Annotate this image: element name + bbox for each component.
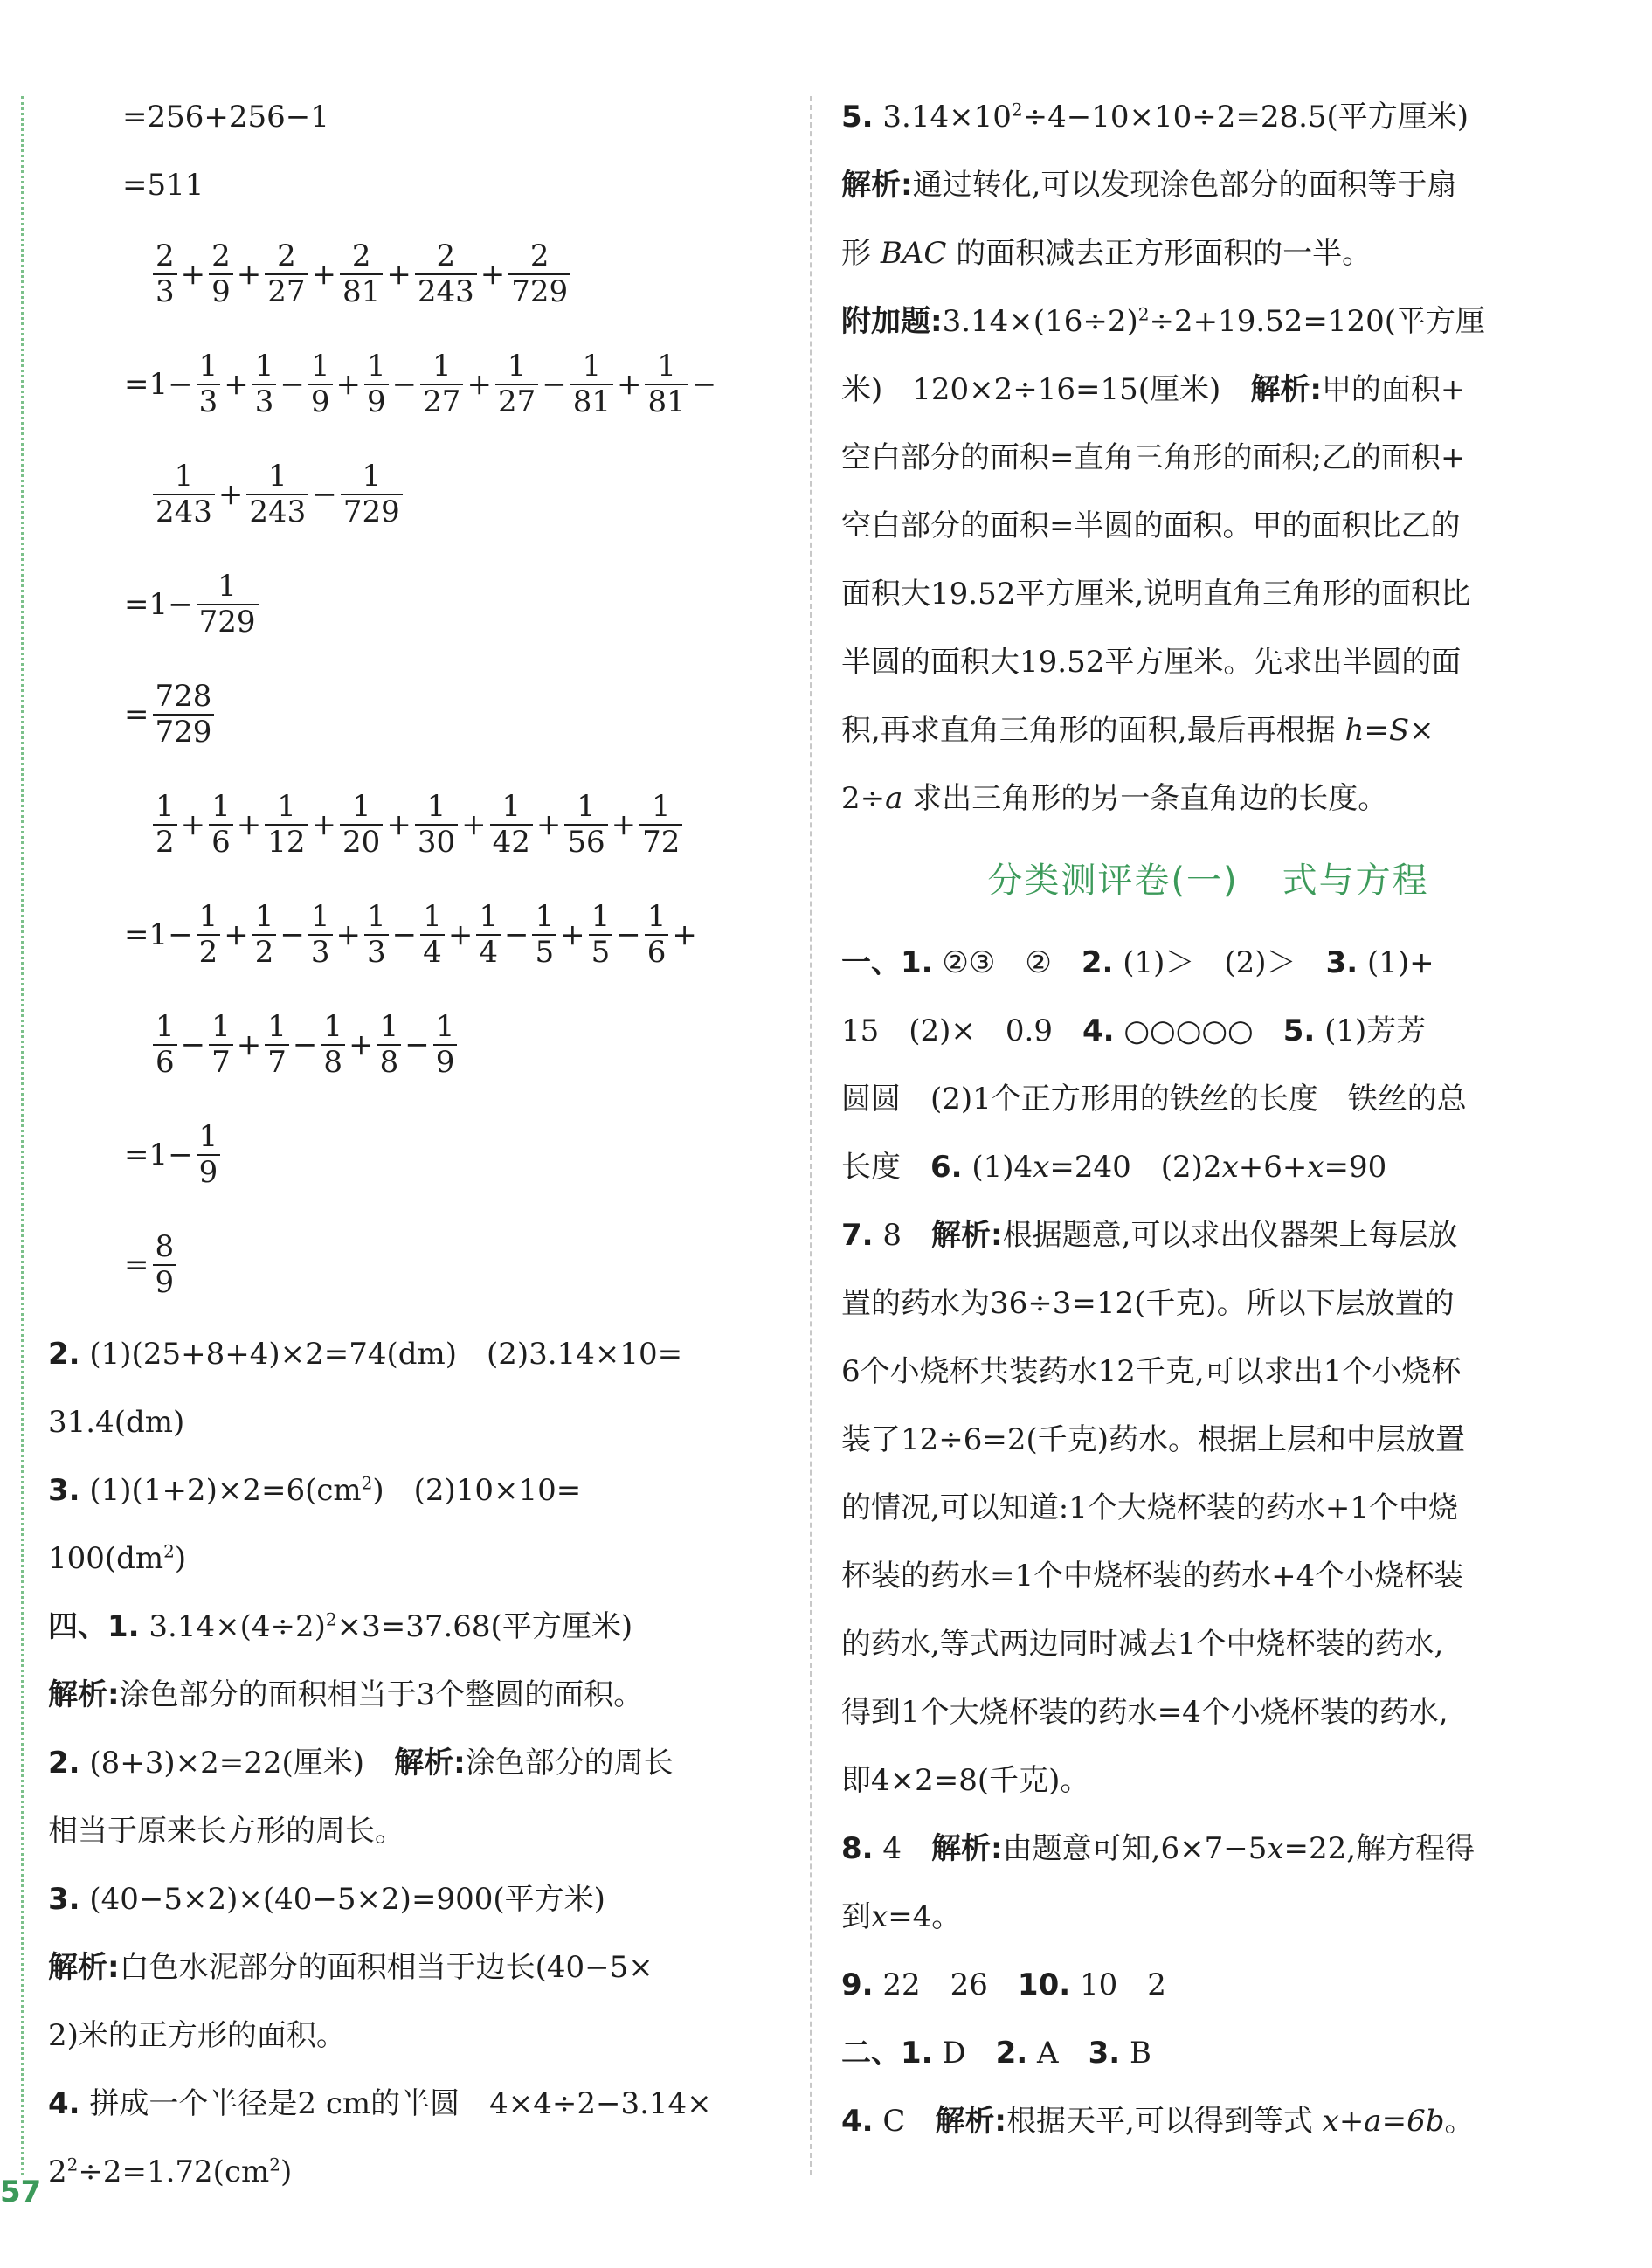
extra-explanation: 积,再求直角三角形的面积,最后再根据 h=S× [841,713,1434,748]
fraction: $\frac{1}{3}$ [252,349,277,419]
fraction: $\frac{1}{5}$ [589,900,613,970]
answer-s2-1: 二、1. D 2. A 3. B [841,2036,1151,2071]
extra-explanation: 半圆的面积大19.52平方厘米。先求出半圆的面 [841,645,1462,680]
operator: − [312,477,337,512]
explanation-s1-7: 杯装的药水=1个中烧杯装的药水+4个小烧杯装 [841,1559,1464,1594]
fraction: $\frac{1}{9}$ [308,349,333,419]
fraction: $\frac{8}{9}$ [153,1230,177,1300]
answer-s2-4: 4. C 解析:根据天平,可以得到等式 x+a=6b。 [841,2104,1475,2139]
operator: + [335,367,362,403]
operator: + [224,917,249,953]
answer-q2: 2. (1)(25+8+4)×2=74(dm) (2)3.14×10= [48,1337,683,1372]
operator: + [180,257,206,292]
operator: + [536,807,562,842]
fraction: $\frac{1}{7}$ [209,1010,233,1080]
eq-prefix: =1− [124,917,193,952]
fraction: $\frac{1}{9}$ [197,1120,221,1190]
operator: + [335,917,362,953]
answer-s1-1: 一、1. ②③ ② 2. (1)＞ (2)＞ 3. (1)+ [841,945,1434,980]
fraction-result-4 [48,1210,782,1320]
fraction: $\frac{1}{243}$ [153,460,215,529]
answer-q3: 3. $(1)(1+2)\times 2=6(cm^2)$ (2)10×10= [48,1472,582,1508]
answer-s4-2: 2. (8+3)×2=22(厘米) 解析:涂色部分的周长 [48,1746,674,1781]
explanation-s1-7: 的药水,等式两边同时减去1个中烧杯装的药水, [841,1627,1444,1662]
fraction: $\frac{1}{42}$ [490,790,533,860]
calc-line: =511 [122,168,204,203]
fraction: $\frac{1}{3}$ [197,349,221,419]
answer-s4-3: 3. (40−5×2)×(40−5×2)=900(平方米) [48,1882,605,1917]
explanation-s1-7: 的情况,可以知道:1个大烧杯装的药水+1个中烧 [841,1490,1459,1525]
fraction: $\frac{1}{8}$ [321,1010,345,1080]
fraction-expansion-1 [48,329,782,439]
fraction: $\frac{1}{27}$ [420,349,463,419]
operator: + [311,807,337,842]
explanation-r5: 解析:通过转化,可以发现涂色部分的面积等于扇 [841,168,1457,203]
fraction: $\frac{1}{4}$ [420,900,445,970]
operator: + [180,807,206,842]
explanation-s1-7: 得到1个大烧杯装的药水=4个小烧杯装的药水, [841,1695,1448,1730]
operator: − [391,917,418,953]
right-column [841,83,1575,2155]
explanation-s1-7: 装了12÷6=2(千克)药水。根据上层和中层放置 [841,1422,1466,1457]
fraction-result-1 [48,550,782,660]
fraction: $\frac{1}{2}$ [197,900,221,970]
fraction-result-2 [48,660,782,770]
operator: + [467,367,492,403]
answer-s1-4: 长度 6. (1)4x=240 (2)2x+6+x=90 [841,1150,1387,1185]
operator: − [391,367,418,403]
operator: + [560,917,585,953]
operator: − [280,367,305,403]
fraction: $\frac{1}{2}$ [153,790,177,860]
answer-s1-3: 圆圆 (2)1个正方形用的铁丝的长度 铁丝的总 [841,1082,1467,1117]
operator: + [447,917,473,953]
operator: + [218,477,244,512]
fraction: $\frac{1}{81}$ [570,349,613,419]
explanation-s4-3-cont: 2)米的正方形的面积。 [48,2018,346,2053]
fraction: $\frac{1}{729}$ [341,460,403,529]
answer-s1-9: 9. 22 26 10. 10 2 [841,1967,1166,2002]
operator: + [386,807,411,842]
extra-question-cont: 米) 120×2÷16=15(厘米) 解析:甲的面积+ [841,372,1466,407]
fraction: $\frac{1}{8}$ [377,1010,402,1080]
left-column [48,83,782,2206]
fraction: $\frac{1}{9}$ [433,1010,458,1080]
extra-explanation: 空白部分的面积=直角三角形的面积;乙的面积+ [841,440,1466,475]
fraction: $\frac{1}{3}$ [308,900,333,970]
fraction: $\frac{2}{81}$ [340,239,383,309]
fraction-sum-1 [48,219,782,329]
fraction: $\frac{1}{7}$ [265,1010,289,1080]
explanation-s4-2: 相当于原来长方形的周长。 [48,1814,404,1849]
operator: − [180,1027,206,1062]
answer-s1-7: 7. 8 解析:根据题意,可以求出仪器架上每层放 [841,1218,1458,1253]
fraction: $\frac{2}{27}$ [265,239,308,309]
fraction-expansion-1b [48,439,782,550]
operator: + [236,1027,262,1062]
extra-explanation: 面积大19.52平方厘米,说明直角三角形的面积比 [841,577,1471,612]
operator: + [236,257,262,292]
eq-prefix: = [124,1248,149,1283]
operator: − [292,1027,318,1062]
fraction: $\frac{1}{12}$ [265,790,308,860]
explanation-r5-cont: 形 BAC 的面积减去正方形面积的一半。 [841,236,1372,271]
answer-s4-4-cont: $2^2\div 2=1.72(cm^2)$ [48,2154,293,2189]
explanation-s4-1: 解析:涂色部分的面积相当于3个整圆的面积。 [48,1677,644,1712]
operator: − [503,917,529,953]
column-divider [810,96,812,2175]
fraction: $\frac{1}{3}$ [364,900,389,970]
operator: + [480,257,506,292]
answer-r5: 5. $3.14\times 10^2\div 4-10\times 10\div 2=28.5$(平方厘米) [841,99,1469,135]
operator: + [224,367,249,403]
fraction: $\frac{2}{9}$ [209,239,233,309]
fraction-sum-2 [48,770,782,880]
eq-prefix: =1− [124,587,193,622]
answer-q2-cont: 31.4(dm) [48,1405,185,1440]
fraction: $\frac{1}{4}$ [476,900,501,970]
fraction: $\frac{1}{72}$ [639,790,682,860]
fraction: $\frac{1}{9}$ [364,349,389,419]
fraction: $\frac{1}{5}$ [532,900,556,970]
operator: + [236,807,262,842]
calc-line: =256+256−1 [122,100,329,135]
operator: + [311,257,337,292]
operator: + [461,807,487,842]
margin-dotted-line [21,96,24,2175]
op-tail: + [672,917,697,952]
extra-explanation: 2÷a 求出三角形的另一条直角边的长度。 [841,781,1388,816]
operator: − [542,367,567,403]
fraction: $\frac{1}{81}$ [645,349,688,419]
eq-prefix: =1− [124,1137,193,1172]
explanation-s1-7: 置的药水为36÷3=12(千克)。所以下层放置的 [841,1286,1455,1321]
answer-s1-2: 15 (2)× 0.9 4. ○○○○○ 5. (1)芳芳 [841,1013,1427,1048]
explanation-s4-3: 解析:白色水泥部分的面积相当于边长(40−5× [48,1950,653,1985]
operator: − [404,1027,430,1062]
operator: − [616,917,641,953]
fraction: $\frac{2}{729}$ [508,239,570,309]
fraction: $\frac{1}{6}$ [209,790,233,860]
answer-s1-8: 8. 4 解析:由题意可知,6×7−5x=22,解方程得 [841,1831,1476,1866]
fraction-row [195,899,671,970]
eq-prefix: =1− [124,367,193,402]
fraction: $\frac{1}{20}$ [340,790,383,860]
fraction-expansion-2b [48,990,782,1100]
fraction: $\frac{1}{2}$ [252,900,277,970]
extra-explanation: 空白部分的面积=半圆的面积。甲的面积比乙的 [841,508,1461,543]
fraction: $\frac{1}{27}$ [495,349,538,419]
op-tail: − [691,367,717,402]
fraction-result-3 [48,1100,782,1210]
fraction: $\frac{1}{56}$ [564,790,607,860]
page-number: 57 [0,2175,42,2209]
operator: + [349,1027,374,1062]
fraction: $\frac{1}{30}$ [415,790,458,860]
explanation-s1-7: 6个小烧杯共装药水12千克,可以求出1个小烧杯 [841,1354,1462,1389]
fraction: $\frac{1}{6}$ [645,900,669,970]
fraction: $\frac{1}{6}$ [153,1010,177,1080]
eq-prefix: = [124,697,149,732]
fraction: $\frac{1}{729}$ [197,570,259,640]
fraction: $\frac{2}{3}$ [153,239,177,309]
operator: − [280,917,305,953]
answer-s4-4: 4. 拼成一个半径是2 cm的半圆 4×4÷2−3.14× [48,2086,712,2121]
fraction-row [195,349,690,419]
fraction: $\frac{2}{243}$ [415,239,477,309]
extra-question: 附加题$:3.14\times(16\div 2)^2\div 2+19.52=120$(平方厘 [841,303,1486,339]
fraction-expansion-2 [48,880,782,990]
answer-s4-1: 四、1. $3.14\times(4\div 2)^2\times 3=37.68$(平方厘米) [48,1608,633,1644]
operator: + [611,807,637,842]
explanation-s1-7: 即4×2=8(千克)。 [841,1763,1090,1798]
fraction: $\frac{728}{729}$ [153,680,215,750]
section-heading: 分类测评卷(一) 式与方程 [987,861,1429,901]
fraction: $\frac{1}{243}$ [246,460,308,529]
explanation-s1-8: 到x=4。 [841,1899,962,1934]
operator: + [616,367,642,403]
operator: + [386,257,411,292]
answer-q3-cont: $100(dm^2)$ [48,1540,187,1576]
